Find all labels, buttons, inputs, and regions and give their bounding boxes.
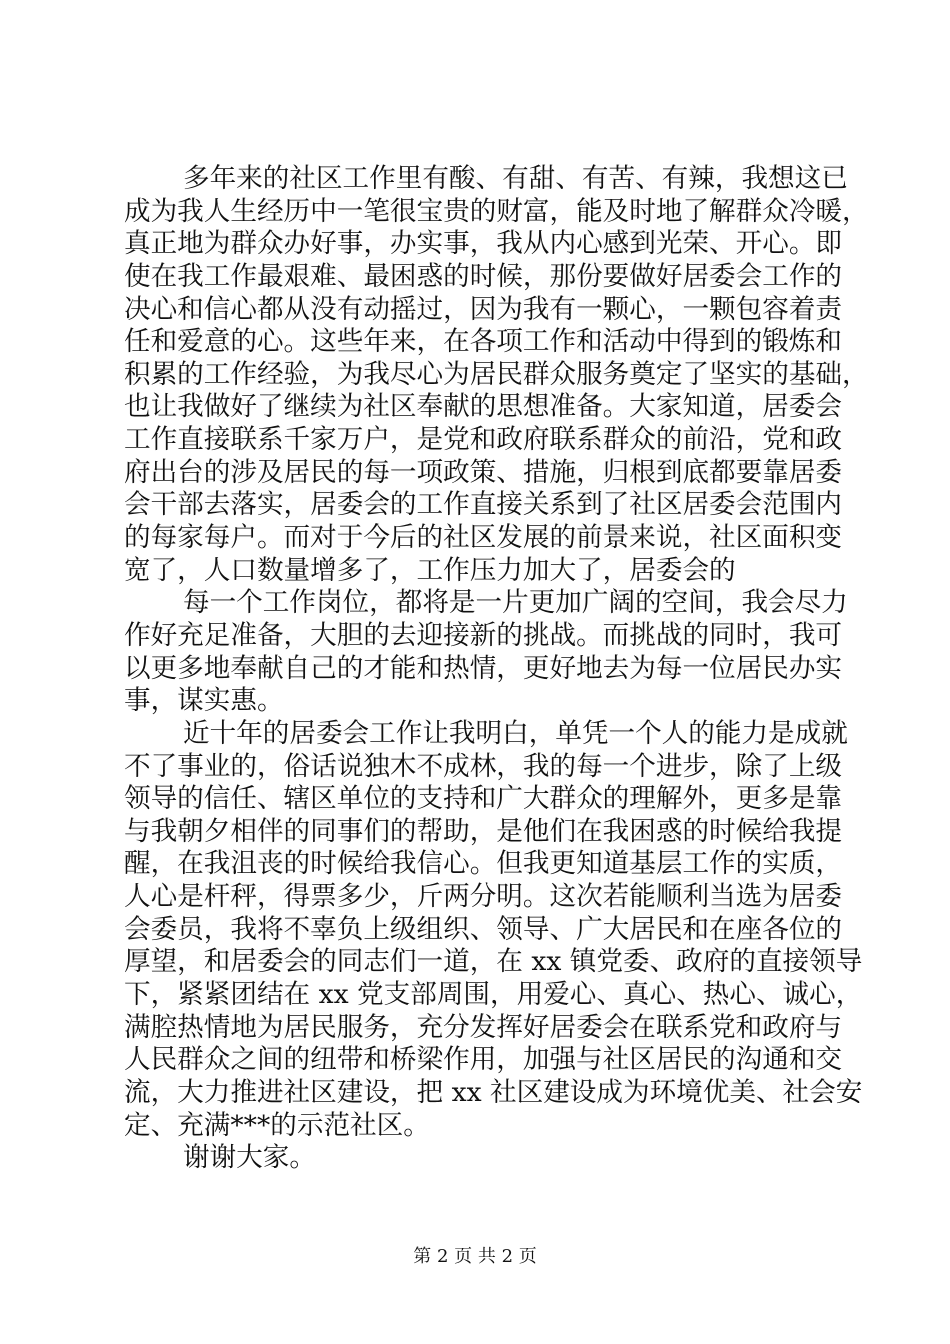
paragraph-line: 会干部去落实，居委会的工作直接关系到了社区居委会范围内 [124,489,843,521]
paragraph-line: 多年来的社区工作里有酸、有甜、有苦、有辣，我想这已 [183,163,848,194]
paragraph-line: 府出台的涉及居民的每一项政策、措施，归根到底都要靠居委 [124,456,843,488]
paragraph-line: 流，大力推进社区建设，把 xx 社区建设成为环境优美、社会安 [124,1076,863,1108]
paragraph-line: 也让我做好了继续为社区奉献的思想准备。大家知道，居委会 [124,391,843,423]
paragraph-line: 任和爱意的心。这些年来，在各项工作和活动中得到的锻炼和 [124,326,843,358]
paragraph-line: 人民群众之间的纽带和桥梁作用，加强与社区居民的沟通和交 [124,1044,843,1076]
paragraph-line: 的每家每户。而对于今后的社区发展的前景来说，社区面积变 [124,522,843,554]
paragraph-line: 厚望，和居委会的同志们一道，在 xx 镇党委、政府的直接领导 [124,946,863,978]
paragraph-line: 决心和信心都从没有动摇过，因为我有一颗心，一颗包容着责 [124,293,843,325]
paragraph-line: 以更多地奉献自己的才能和热情，更好地去为每一位居民办实 [124,652,843,684]
paragraph-line: 近十年的居委会工作让我明白，单凭一个人的能力是成就 [183,717,848,749]
paragraph-line: 作好充足准备，大胆的去迎接新的挑战。而挑战的同时，我可 [124,619,843,651]
paragraph-line: 真正地为群众办好事，办实事，我从内心感到光荣、开心。即 [124,228,843,260]
paragraph-line: 事，谋实惠。 [124,685,284,717]
paragraph-line: 工作直接联系千家万户，是党和政府联系群众的前沿，党和政 [124,424,843,456]
paragraph-line: 每一个工作岗位，都将是一片更加广阔的空间，我会尽力 [183,587,848,619]
closing-line: 谢谢大家。 [183,1142,316,1174]
paragraph-line: 会委员，我将不辜负上级组织、领导、广大居民和在座各位的 [124,913,843,945]
paragraph-line: 与我朝夕相伴的同事们的帮助，是他们在我困惑的时候给我提 [124,815,843,847]
paragraph-line: 成为我人生经历中一笔很宝贵的财富，能及时地了解群众冷暖， [124,195,869,227]
paragraph-line: 人心是杆秤，得票多少，斤两分明。这次若能顺利当选为居委 [124,881,843,913]
paragraph-line: 满腔热情地为居民服务，充分发挥好居委会在联系党和政府与 [124,1011,843,1043]
paragraph-line: 不了事业的，俗话说独木不成林，我的每一个进步，除了上级 [124,750,843,782]
paragraph-line: 积累的工作经验，为我尽心为居民群众服务奠定了坚实的基础， [124,358,869,390]
paragraph-line: 醒，在我沮丧的时候给我信心。但我更知道基层工作的实质， [124,848,843,880]
paragraph-line: 下，紧紧团结在 xx 党支部周围，用爱心、真心、热心、诚心， [124,979,863,1011]
paragraph-line: 使在我工作最艰难、最困惑的时候，那份要做好居委会工作的 [124,260,843,292]
paragraph-line: 定、充满***的示范社区。 [124,1109,430,1141]
paragraph-line: 领导的信任、辖区单位的支持和广大群众的理解外，更多是靠 [124,783,843,815]
page-number-label: 第 2 页 共 2 页 [413,1246,537,1267]
page-footer [0,1246,950,1268]
document-body [124,163,869,1175]
paragraph-line: 宽了，人口数量增多了，工作压力加大了，居委会的 [124,554,736,586]
